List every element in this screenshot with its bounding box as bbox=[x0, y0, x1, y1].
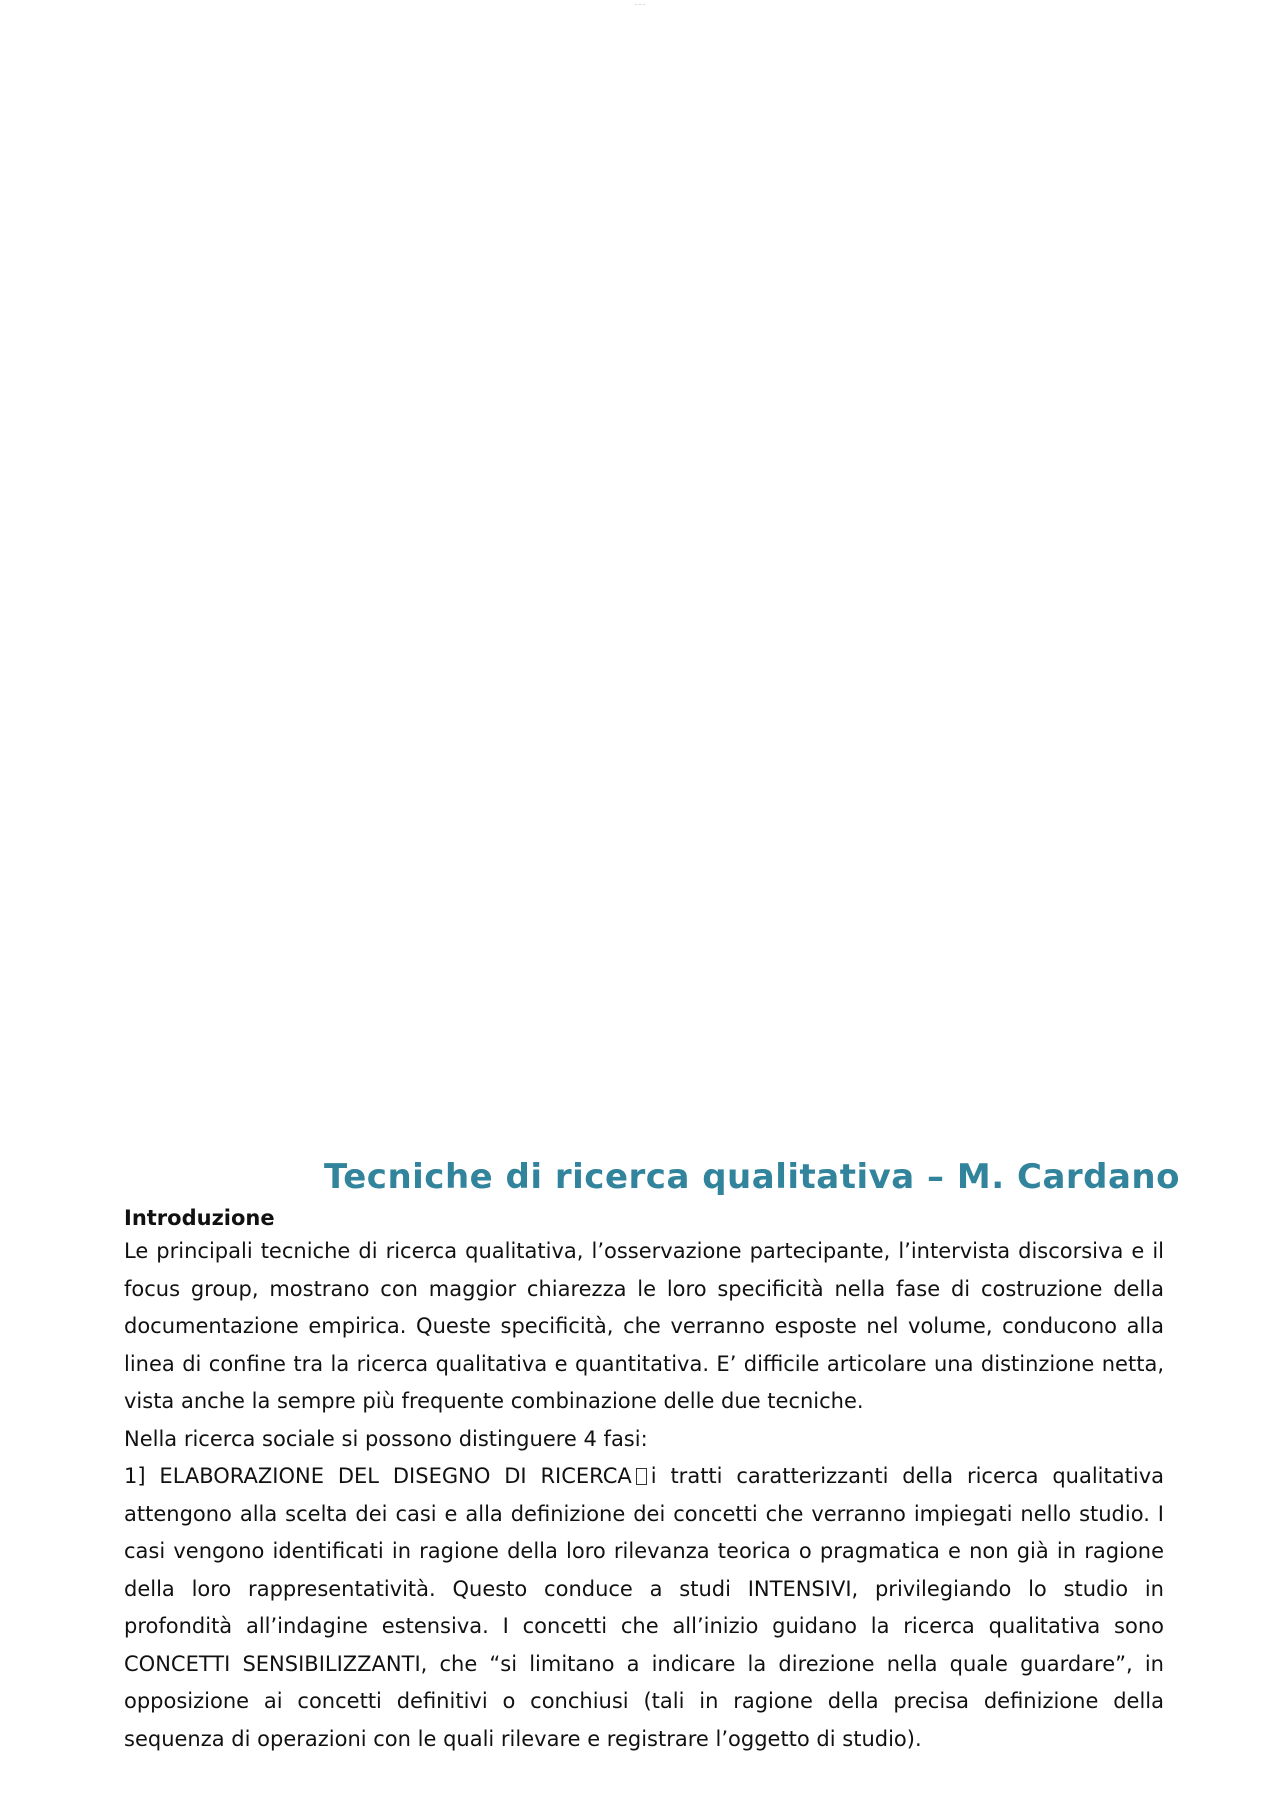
paragraph-phase-1 bbox=[124, 1458, 1164, 1758]
paragraph-intro: Le principali tecniche di ricerca qualitativa, l’osservazione partecipante, l’intervista discorsiva e il focus group, mostrano con maggior chiarezza le loro specificità nella fase di costruzione della documentazione empirica. Queste specificità, che verranno esposte nel volume, conducono alla linea di confine tra la ricerca qualitativa e quantitativa. E’ difficile articolare una distinzione netta, vista anche la sempre più frequente combinazione delle due tecniche. bbox=[124, 1239, 1164, 1413]
section-heading-introduzione: Introduzione bbox=[124, 1206, 275, 1230]
page-header-marker: — — — bbox=[634, 2, 646, 6]
document-body bbox=[124, 1155, 1180, 1758]
paragraph-phases: Nella ricerca sociale si possono distinguere 4 fasi: bbox=[124, 1426, 648, 1451]
phase-1-text: i tratti caratterizzanti della ricerca qualitativa attengono alla scelta dei casi e alla definizione dei concetti che verranno impiegati nello studio. I casi vengono identificati in ragione della loro rilevanza teorica o pragmatica e non già in ragione della loro rappresentatività. Questo conduce a studi INTENSIVI, privilegiando lo studio in profondità all’indagine estensiva. I concetti che all’inizio guidano la ricerca qualitativa sono CONCETTI SENSIBILIZZANTI, che “si limitano a indicare la direzione nella quale guardare”, in opposizione ai concetti definitivi o conchiusi (tali in ragione della precisa definizione della sequenza di operazioni con le quali rilevare e registrare l’oggetto di studio). bbox=[124, 1464, 1164, 1751]
phase-1-lead: 1] ELABORAZIONE DEL DISEGNO DI RICERCA bbox=[124, 1464, 632, 1488]
document-title: Tecniche di ricerca qualitativa – M. Cardano bbox=[324, 1157, 1180, 1197]
arrow-placeholder-icon bbox=[636, 1468, 647, 1485]
